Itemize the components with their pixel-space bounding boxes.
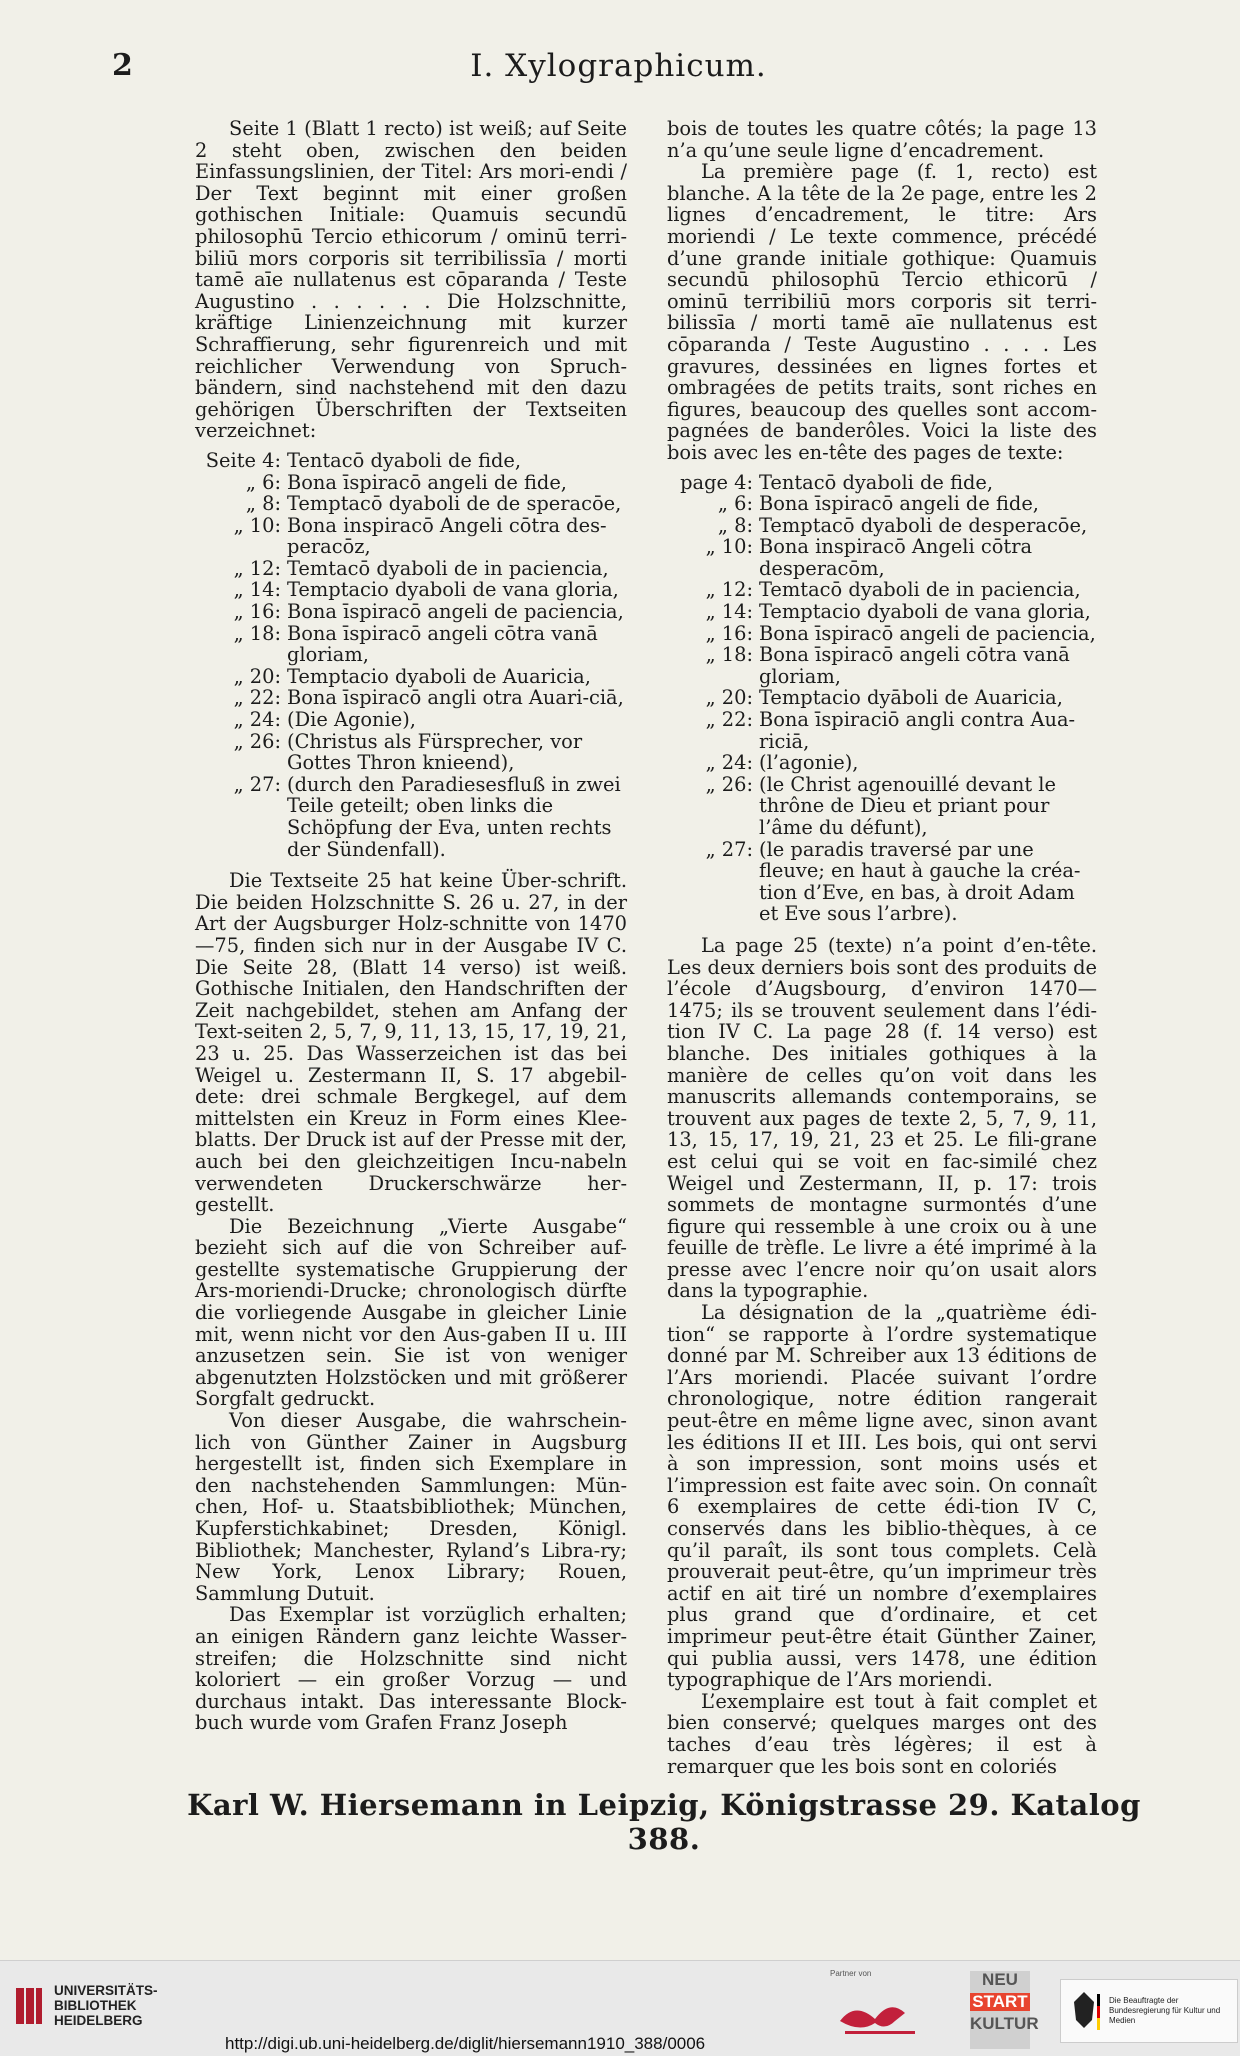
- list-item-text: Temtacō dyaboli de in paciencia,: [759, 578, 1081, 602]
- list-item-page: „ 27:: [233, 772, 281, 796]
- german-paragraph-3: Die Bezeichnung „Vierte Ausgabe“ bezieht sich auf die von Schreiber auf-gestellte systematische Gruppierung der Ars-moriendi-Drucke; chronologisch dürfte die vorliegende Ausgabe in gleicher Linie mit, wenn nicht vor den Aus-gaben II u. III anzusetzen sein. Sie ist von weniger abgenutzten Holzstöcken und mit größerer Sorgfalt gedruckt.: [195, 1214, 627, 1411]
- list-item-text: Bona īspiraciō angli contra Aua-riciā,: [759, 708, 1076, 753]
- running-title: I. Xylographicum.: [470, 48, 767, 84]
- list-item: [667, 515, 1097, 537]
- list-item: [667, 644, 1097, 687]
- list-item-page: „ 20:: [233, 664, 281, 688]
- list-item-text: Bona īspiracō angeli de fide,: [287, 470, 567, 494]
- list-item-page: „ 12:: [233, 556, 281, 580]
- list-item-text: Bona inspiracō Angeli cōtra desperacōm,: [759, 535, 1033, 580]
- list-item: [195, 579, 627, 601]
- list-item: [195, 515, 627, 558]
- list-item-text: Bona īspiracō angli otra Auari-ciā,: [287, 686, 624, 710]
- list-item-page: „ 22:: [233, 686, 281, 710]
- french-paragraph-2: La page 25 (texte) n’a point d’en-tête. Les deux derniers bois sont des produits de l’école d’Augsbourg, d’environ 1470—1475; ils se trouvent seulement dans l’édi-tion IV C. La page 28 (f. 14 verso) est blanche. Des initiales gothiques à la manière de celles qu’on voit dans les manuscrits allemands contemporains, se trouvent aux pages de texte 2, 5, 7, 9, 11, 13, 15, 17, 19, 21, 23 et 25. Le fili-grane est celui qui se voit en fac-similé chez Weigel und Zestermann, II, p. 17: trois sommets de montagne surmontés d’une figure qui ressemble à une croix ou à une feuille de trèfle. Le livre a été imprimé à la presse avec l’encre noir qu’on usait alors dans la typographie.: [667, 933, 1097, 1303]
- federal-eagle-icon: [1067, 1988, 1101, 2034]
- list-item-text: Bona īspiracō angeli cōtra vanā gloriam,: [287, 621, 598, 667]
- list-item: [667, 709, 1097, 752]
- list-item: [195, 731, 627, 774]
- list-item: [195, 558, 627, 580]
- list-item-page: „ 14:: [705, 600, 753, 624]
- german-column: [195, 118, 627, 1734]
- viewer-footer-band: [0, 1960, 1240, 2056]
- bkm-logo[interactable]: [1060, 1979, 1238, 2043]
- list-item-page: „ 27:: [705, 837, 753, 861]
- list-item-text: Temptacio dyaboli de Auaricia,: [287, 664, 591, 688]
- german-paragraph-4: Von dieser Ausgabe, die wahrschein-lich von Günther Zainer in Augsburg hergestellt ist, finden sich Exemplare in den nachstehenden Sammlungen: Mün-chen, Hof- u. Staatsbibliothek; München, Kupferstichkabinet; Dresden, Königl. Bibliothek; Manchester, Ryland’s Libra-ry; New York, Lenox Library; Rouen, Sammlung Dutuit.: [195, 1409, 627, 1605]
- list-item: [667, 493, 1097, 515]
- french-paragraph-3: La désignation de la „quatrième édi-tion“ se rapporte à l’ordre systematique donné par M. Schreiber aux 13 éditions de l’Ars moriendi. Placée suivant l’ordre chronologique, notre édition rangerait peut-être en même ligne avec, sinon avant les éditions II et III. Les bois, qui ont servi à son impression, sont moins usés et l’impression est faite avec soin. On connaît 6 exemplaires de cette édi-tion IV C, conservés dans les biblio-thèques, à ce qu’il paraît, ils sont tous complets. Celà prouverait peut-être, qu’un imprimeur très actif en ait tiré un nombre d’exemplaires plus grand que d’ordinaire, et cet imprimeur peut-être était Günther Zainer, qui publia aussi, vers 1478, une édition typographique de l’Ars moriendi.: [667, 1301, 1097, 1692]
- list-item-page: „ 10:: [705, 535, 753, 559]
- list-item-text: Temtacō dyaboli de in paciencia,: [287, 556, 609, 580]
- list-item: [195, 623, 627, 666]
- list-item-text: Bona īspiracō angeli de paciencia,: [759, 621, 1096, 645]
- list-item-page: „ 26:: [233, 729, 281, 753]
- french-intro: La première page (f. 1, recto) est blanche. A la tête de la 2e page, entre les 2 lignes d’encadrement, le titre: Ars moriendi / Le texte commence, précédé d’une grande initiale gothique: Quamuis secundū philosophū Tercio ethicorū / ominū terribiliū mors corporis sit terri-bilissīa / morti tamē aīe nullatenus est cōparanda / Teste Augustino . . . . Les gravures, dessinées en lignes fortes et ombragées de petits traits, sont riches en figures, beaucoup des quelles sont accom-pagnées de banderôles. Voici la liste des bois avec les en-tête des pages de texte:: [667, 160, 1097, 464]
- ub-line-3: HEIDELBERG: [54, 2013, 143, 2028]
- list-item-text: (durch den Paradiesesfluß in zwei Teile geteilt; oben links die Schöpfung der Eva, unten rechts der Sündenfall).: [287, 772, 621, 861]
- list-item-text: Tentacō dyaboli de fide,: [759, 470, 994, 494]
- list-item-text: Bona īspiracō angeli de paciencia,: [287, 600, 624, 624]
- list-item-text: Bona īspiracō angeli de fide,: [759, 492, 1039, 516]
- list-item-text: Tentacō dyaboli de fide,: [287, 448, 522, 472]
- list-item: [195, 450, 627, 472]
- permalink-url[interactable]: http://digi.ub.uni-heidelberg.de/diglit/hiersemann1910_388/0006: [225, 2034, 706, 2053]
- list-item-page: „ 26:: [705, 772, 753, 796]
- list-item: [667, 839, 1097, 925]
- list-item-page: „ 8:: [245, 492, 281, 516]
- list-item: [195, 493, 627, 515]
- list-item-page: „ 16:: [233, 600, 281, 624]
- french-paragraph-4: L’exemplaire est tout à fait complet et bien conservé; quelques marges ont des taches d’eau très légères; il est à remarquer que les bois sont en coloriés: [667, 1689, 1097, 1778]
- list-item: [667, 687, 1097, 709]
- list-item-page: Seite 4:: [205, 448, 281, 472]
- french-column: [667, 118, 1097, 1777]
- list-item-text: Temptacio dyaboli de vana gloria,: [759, 600, 1091, 624]
- catalog-footer: Karl W. Hiersemann in Leipzig, Königstrasse 29. Katalog 388.: [187, 1788, 1141, 1856]
- list-item-text: Temptacō dyaboli de de speracōe,: [287, 492, 622, 516]
- page-number: 2: [112, 48, 133, 83]
- list-item: [195, 774, 627, 860]
- list-item-page: „ 6:: [717, 492, 753, 516]
- list-item-text: (le paradis traversé par une fleuve; en haut à gauche la créa-tion d’Eve, en bas, à droit Adam et Eve sous l’arbre).: [759, 837, 1081, 926]
- ub-seal-icon: [14, 1984, 44, 2028]
- list-item-page: „ 14:: [233, 578, 281, 602]
- list-item-text: Bona īspiracō angeli cōtra vanā gloriam,: [759, 643, 1070, 688]
- list-item: [667, 536, 1097, 579]
- list-item: [195, 601, 627, 623]
- ub-heidelberg-logo[interactable]: [14, 1983, 158, 2028]
- french-continuation: bois de toutes les quatre côtés; la page 13 n’a qu’une seule ligne d’encadrement.: [667, 117, 1097, 162]
- list-item: [195, 709, 627, 731]
- list-item-page: „ 8:: [717, 513, 753, 537]
- list-item-text: Temptacio dyāboli de Auaricia,: [759, 686, 1063, 710]
- list-item-page: „ 20:: [705, 686, 753, 710]
- list-item-text: (Die Agonie),: [287, 708, 416, 732]
- partner-label: Partner von: [830, 1969, 872, 1978]
- list-item: [667, 579, 1097, 601]
- list-item: [667, 623, 1097, 645]
- list-item-page: „ 24:: [233, 708, 281, 732]
- ub-line-1: UNIVERSITÄTS-: [54, 1983, 158, 1998]
- list-item-page: „ 18:: [705, 643, 753, 667]
- list-item-page: „ 22:: [705, 708, 753, 732]
- list-item: [195, 472, 627, 494]
- bkm-text: Die Beauftragte der Bundesregierung für Kultur und Medien: [1109, 1996, 1221, 2025]
- list-item-text: Bona inspiracō Angeli cōtra des-peracōz,: [287, 513, 607, 559]
- list-item-page: page 4:: [680, 470, 753, 494]
- list-item: [195, 666, 627, 688]
- german-woodcut-list: [195, 450, 627, 860]
- neustart-kultur-logo[interactable]: NEU START KULTUR: [970, 1971, 1030, 2049]
- list-item-page: „ 12:: [705, 578, 753, 602]
- list-item-page: „ 10:: [233, 513, 281, 537]
- list-item: [667, 472, 1097, 494]
- german-paragraph-2: Die Textseite 25 hat keine Über-schrift. Die beiden Holzschnitte S. 26 u. 27, in der Art der Augsburger Holz-schnitte von 1470—75, finden sich nur in der Ausgabe IV C. Die Seite 28, (Blatt 14 verso) ist weiß. Gothische Initialen, den Handschriften der Zeit nachgebildet, stehen am Anfang der Text-seiten 2, 5, 7, 9, 11, 13, 15, 17, 19, 21, 23 u. 25. Das Wasserzeichen ist das bei Weigel u. Zestermann II, S. 17 abgebil-dete: drei schmale Bergkegel, auf dem mittelsten ein Kreuz in Form eines Klee-blatts. Der Druck ist auf der Presse mit der, auch bei den gleichzeitigen Incu-nabeln verwendeten Druckerschwärze her-gestellt.: [195, 869, 627, 1217]
- list-item-text: (le Christ agenouillé devant le thrône de Dieu et priant pour l’âme du défunt),: [759, 772, 1056, 839]
- german-paragraph-5: Das Exemplar ist vorzüglich erhalten; an einigen Rändern ganz leichte Wasser-streifen; die Holzschnitte sind nicht koloriert — ein großer Vorzug — und durchaus intakt. Das interessante Block-buch wurde vom Grafen Franz Joseph: [195, 1603, 627, 1735]
- list-item: [195, 687, 627, 709]
- list-item-text: (Christus als Fürsprecher, vor Gottes Thron knieend),: [287, 729, 583, 775]
- list-item: [667, 752, 1097, 774]
- ub-line-2: BIBLIOTHEK: [54, 1998, 137, 2013]
- dfg-bird-logo-icon[interactable]: [835, 1991, 925, 2041]
- list-item-page: „ 24:: [705, 751, 753, 775]
- list-item-text: (l’agonie),: [759, 751, 859, 775]
- list-item-page: „ 6:: [245, 470, 281, 494]
- list-item-page: „ 18:: [233, 621, 281, 645]
- list-item: [667, 601, 1097, 623]
- list-item-page: „ 16:: [705, 621, 753, 645]
- list-item-text: Temptacō dyaboli de desperacōe,: [759, 513, 1088, 537]
- french-woodcut-list: [667, 472, 1097, 925]
- list-item: [667, 774, 1097, 839]
- list-item-text: Temptacio dyaboli de vana gloria,: [287, 578, 619, 602]
- german-intro: Seite 1 (Blatt 1 recto) ist weiß; auf Seite 2 steht oben, zwischen den beiden Einfassungslinien, der Titel: Ars mori-endi / Der Text beginnt mit einer großen gothischen Initiale: Quamuis secundū philosophū Tercio ethicorum / ominū terri-biliū mors corporis sit terribilissīa / morti tamē aīe nullatenus est cōparanda / Teste Augustino . . . . . . Die Holzschnitte, kräftige Linienzeichnung mit kurzer Schraffierung, sehr figurenreich und mit reichlicher Verwendung von Spruch-bändern, sind nachstehend mit den dazu gehörigen Überschriften der Textseiten verzeichnet:: [195, 117, 627, 443]
- page-header: [112, 48, 1125, 96]
